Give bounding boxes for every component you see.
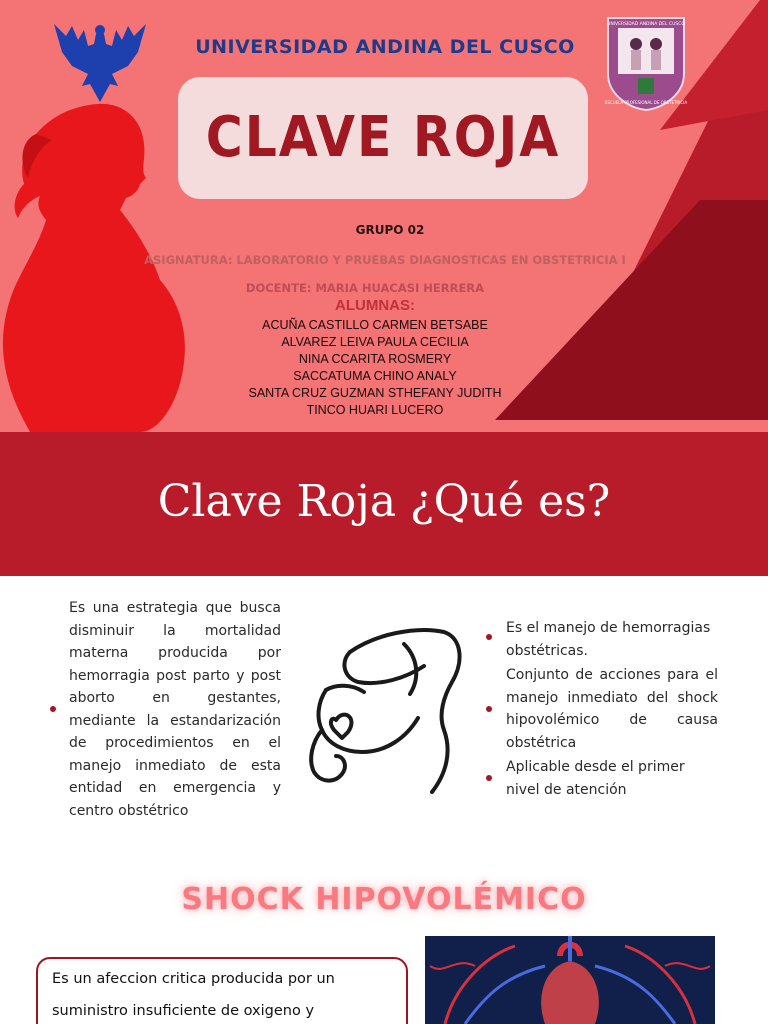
pregnant-belly-heart-icon bbox=[306, 622, 468, 800]
right-point-3: Aplicable desde el primer nivel de atención bbox=[506, 759, 685, 798]
bullet-icon bbox=[486, 775, 492, 781]
shield-bottom-text: ESCUELA PROFESIONAL DE OBSTETRICIA bbox=[604, 100, 688, 105]
right-point-2: Conjunto de acciones para el manejo inmediato del shock hipovolémico de causa obstétrica bbox=[506, 667, 718, 751]
shock-text-box bbox=[36, 957, 408, 1024]
definition-paragraph: Es una estrategia que busca disminuir la mortalidad materna producida por hemorragia post parto y post aborto en gestantes, mediante la estandarización de procedimientos en el manejo inmediato de esta entidad en emergencia y centro obstétrico bbox=[69, 600, 281, 819]
page-title: CLAVE ROJA bbox=[205, 105, 561, 170]
shock-paragraph: Es un afeccion critica producida por un suministro insuficiente de oxigeno y bbox=[52, 971, 335, 1019]
list-item: SACCATUMA CHINO ANALY bbox=[293, 369, 457, 383]
group-label: GRUPO 02 bbox=[355, 223, 425, 237]
cardiovascular-system-image bbox=[425, 936, 715, 1024]
bullet-icon bbox=[486, 706, 492, 712]
title-panel bbox=[178, 77, 588, 199]
section-heading: Clave Roja ¿Qué es? bbox=[157, 476, 611, 527]
section-heading-band bbox=[0, 432, 768, 576]
right-point-1: Es el manejo de hemorragias obstétricas. bbox=[506, 620, 711, 659]
shield-top-text: UNIVERSIDAD ANDINA DEL CUSCO bbox=[607, 22, 685, 27]
list-item: TINCO HUARI LUCERO bbox=[306, 403, 444, 417]
shock-heading: SHOCK HIPOVOLÉMICO bbox=[181, 882, 587, 917]
school-shield-logo-icon bbox=[604, 14, 688, 112]
list-item: ALVAREZ LEIVA PAULA CECILIA bbox=[281, 335, 469, 349]
bullet-icon bbox=[50, 706, 56, 712]
eagle-logo-icon bbox=[52, 14, 148, 106]
university-name: UNIVERSIDAD ANDINA DEL CUSCO bbox=[195, 36, 575, 58]
students-heading: ALUMNAS: bbox=[335, 297, 415, 314]
cover-header bbox=[0, 0, 768, 432]
list-item: SANTA CRUZ GUZMAN STHEFANY JUDITH bbox=[248, 386, 502, 400]
subject-label: ASIGNATURA: LABORATORIO Y PRUEBAS DIAGNOSTICAS EN OBSTETRICIA I bbox=[144, 253, 626, 267]
students-list bbox=[200, 317, 550, 419]
list-item: ACUÑA CASTILLO CARMEN BETSABE bbox=[262, 318, 488, 332]
bullet-icon bbox=[486, 634, 492, 640]
list-item: NINA CCARITA ROSMERY bbox=[298, 352, 452, 366]
teacher-label: DOCENTE: MARIA HUACASI HERRERA bbox=[245, 281, 485, 295]
